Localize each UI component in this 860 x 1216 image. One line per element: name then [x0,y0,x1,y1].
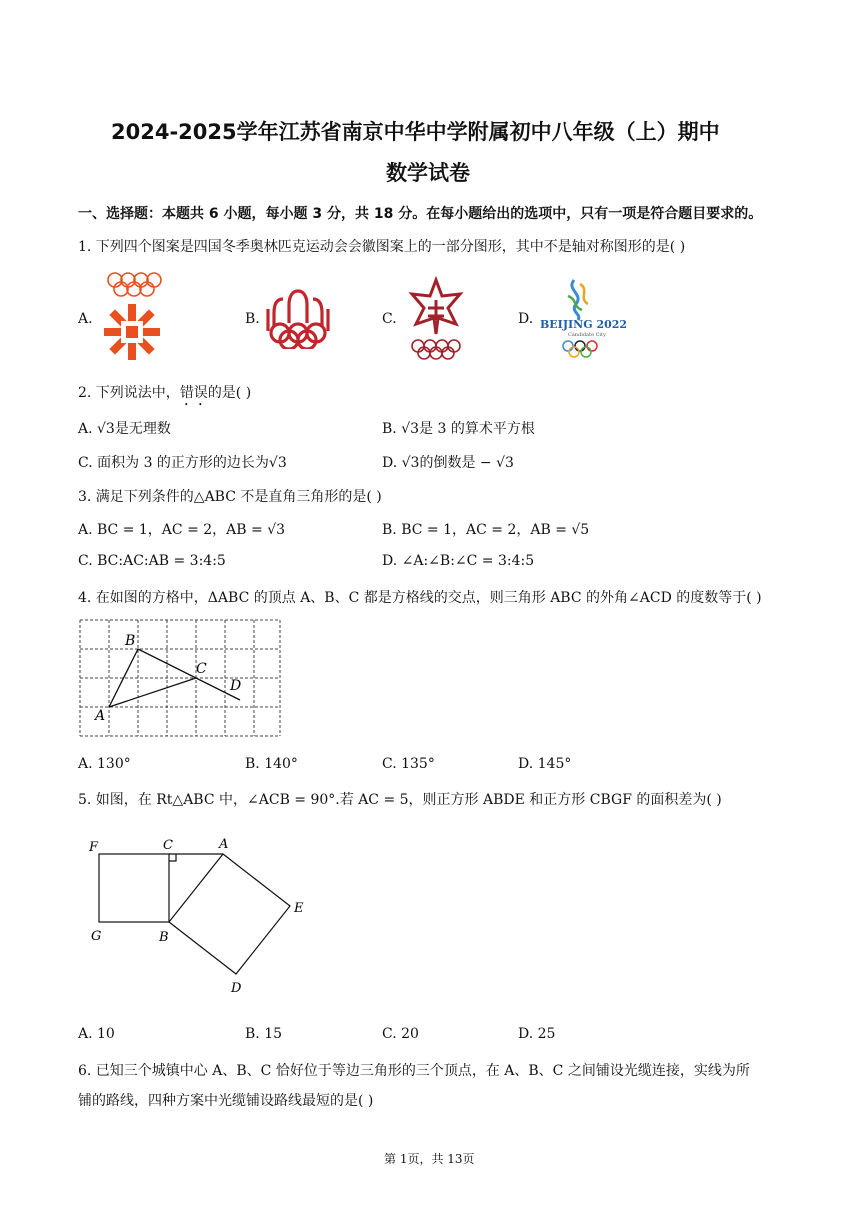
q5-option-a: A. 10 [78,1026,115,1042]
page-footer: 第 1页，共 13页 [384,1152,475,1166]
q5-squares-figure [84,830,314,1000]
question-6-stem-line2: 铺的路线，四种方案中光缆铺设路线最短的是( ) [78,1093,374,1109]
q4-option-c: C. 135° [382,756,435,772]
q5-label-c: C [163,838,173,853]
question-5-stem: 5. 如图，在 Rt△ABC 中，∠ACB = 90°.若 AC = 5，则正方形 ABDE 和正方形 CBGF 的面积差为( ) [78,792,722,808]
q2-stem-pre: 2. 下列说法中， [78,385,180,401]
q4-option-d: D. 145° [518,756,572,772]
question-6-stem-line1: 6. 已知三个城镇中心 A、B、C 恰好位于等边三角形的三个顶点，在 A、B、C 之间铺设光缆连接，实线为所 [78,1063,750,1079]
q5-label-f: F [89,840,99,855]
q2-option-d: D. √3的倒数是 − √3 [382,455,514,471]
q5-label-b: B [159,930,169,945]
q1-option-c-label: C. [382,311,397,327]
q1-option-b-label: B. [245,311,260,327]
q2-option-b: B. √3是 3 的算术平方根 [382,421,535,437]
q4-option-b: B. 140° [245,756,298,772]
q1-option-d-label: D. [518,311,534,327]
q4-label-b: B [125,633,136,649]
q5-option-b: B. 15 [245,1026,283,1042]
page-title: 2024-2025学年江苏省南京中华中学附属初中八年级（上）期中 [111,120,720,144]
q2-option-c: C. 面积为 3 的正方形的边长为√3 [78,455,287,471]
page-subtitle: 数学试卷 [386,161,470,185]
logo-d-image [538,276,628,360]
q5-label-a: A [219,837,229,852]
q3-option-b: B. BC = 1，AC = 2，AB = √5 [382,522,590,538]
question-1-stem: 1. 下列四个图案是四国冬季奥林匹克运动会会徽图案上的一部分图形，其中不是轴对称图形的是( ) [78,239,686,255]
q4-label-c: C [196,661,207,677]
q4-grid-figure [78,616,284,740]
logo-a-image [98,270,168,365]
q2-stem-post: 的是( ) [207,385,252,401]
section-heading: 一、选择题：本题共 6 小题，每小题 3 分，共 18 分。在每小题给出的选项中，只有一项是符合题目要求的。 [78,206,763,222]
q3-option-d: D. ∠A:∠B:∠C = 3:4:5 [382,553,535,569]
q3-option-a: A. BC = 1，AC = 2，AB = √3 [78,522,286,538]
question-4-stem: 4. 在如图的方格中，ΔABC 的顶点 A、B、C 都是方格线的交点，则三角形 ABC 的外角∠ACD 的度数等于( ) [78,590,762,606]
q2-option-a: A. √3是无理数 [78,421,171,437]
logo-b-image [263,287,333,349]
logo-d-text: BEIJING 2022 [540,318,628,331]
question-2-stem [78,382,251,409]
q4-option-a: A. 130° [78,756,131,772]
q5-option-c: C. 20 [382,1026,419,1042]
logo-c-image [404,276,468,362]
q5-label-d: D [231,981,242,996]
question-3-stem: 3. 满足下列条件的△ABC 不是直角三角形的是( ) [78,489,382,505]
q4-label-d: D [230,678,242,694]
q5-label-g: G [91,929,102,944]
logo-d-subtext: Candidate City [568,332,606,338]
q1-option-a-label: A. [78,311,93,327]
q3-option-c: C. BC:AC:AB = 3:4:5 [78,553,226,569]
q5-option-d: D. 25 [518,1026,556,1042]
q5-label-e: E [294,901,304,916]
q4-label-a: A [95,708,106,724]
q2-stem-emphasis: 错误 [179,385,208,401]
